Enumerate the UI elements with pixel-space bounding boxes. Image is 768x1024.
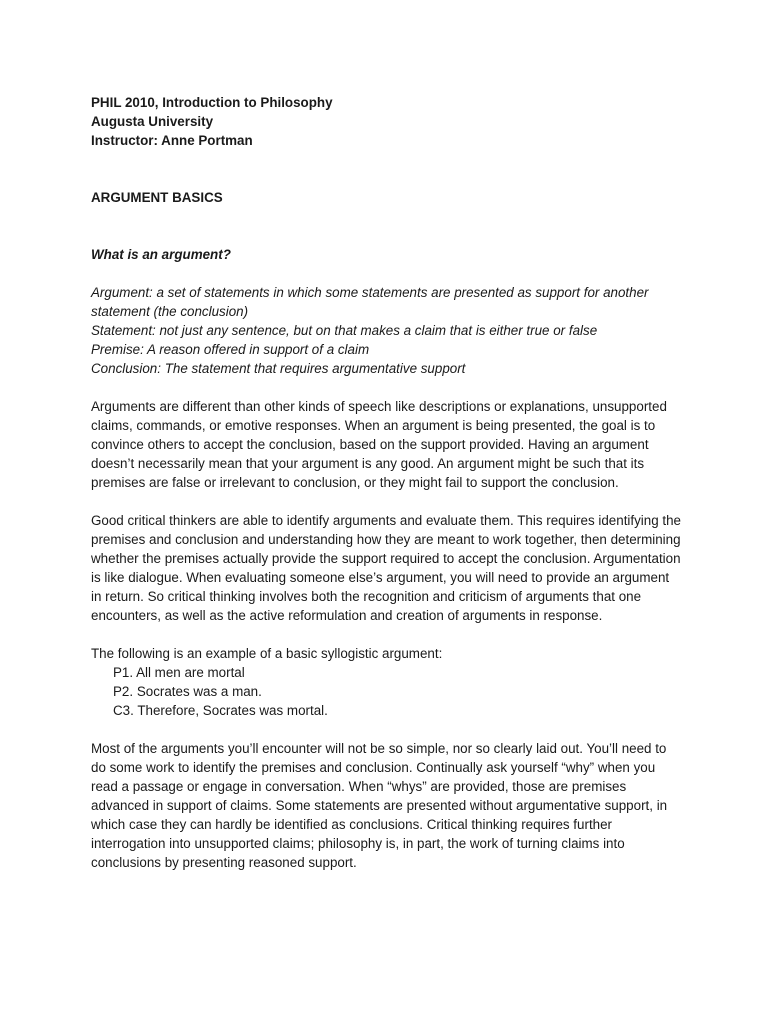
definition-argument: Argument: a set of statements in which some statements are presented as support for another statement (the conclusion) — [91, 285, 649, 319]
paragraph-arguments: Arguments are different than other kinds of speech like descriptions or explanations, unsupported claims, commands, or emotive responses. When an argument is being presented, the goal is to convince others to accept the conclusion, based on the support provided. Having an argument doesn’t necessarily mean that your argument is any good. An argument might be such that its premises are false or irrelevant to conclusion, or they might fail to support the conclusion. — [91, 399, 667, 490]
paragraph-critical-thinkers: Good critical thinkers are able to identify arguments and evaluate them. This requires identifying the premises and conclusion and understanding how they are meant to work together, then determining whether the premises actually provide the support required to accept the conclusion. Argumentation is like dialogue. When evaluating someone else’s argument, you will need to provide an argument in return. So critical thinking involves both the recognition and criticism of arguments that one encounters, as well as the active reformulation and creation of arguments in response. — [91, 513, 682, 623]
example-intro: The following is an example of a basic syllogistic argument: — [91, 646, 443, 661]
course-title: PHIL 2010, Introduction to Philosophy — [91, 95, 333, 110]
instructor-name: Instructor: Anne Portman — [91, 133, 253, 148]
premise-2: P2. Socrates was a man. — [113, 684, 262, 699]
conclusion-3: C3. Therefore, Socrates was mortal. — [113, 703, 328, 718]
definition-premise: Premise: A reason offered in support of a claim — [91, 342, 370, 357]
document-body — [91, 93, 681, 872]
section-question: What is an argument? — [91, 247, 231, 262]
premise-1: P1. All men are mortal — [113, 665, 245, 680]
section-title: ARGUMENT BASICS — [91, 190, 223, 205]
paragraph-closing: Most of the arguments you’ll encounter will not be so simple, nor so clearly laid out. You’ll need to do some work to identify the premises and conclusion. Continually ask yourself “why” when you read a passage or engage in conversation. When “whys” are provided, those are premises advanced in support of claims. Some statements are presented without argumentative support, in which case they can hardly be identified as conclusions. Critical thinking requires further interrogation into unsupported claims; philosophy is, in part, the work of turning claims into conclusions by presenting reasoned support. — [91, 741, 668, 870]
university-name: Augusta University — [91, 114, 214, 129]
definition-statement: Statement: not just any sentence, but on that makes a claim that is either true or false — [91, 323, 598, 338]
definitions-list — [91, 283, 681, 378]
syllogism-example — [91, 644, 681, 720]
definition-conclusion: Conclusion: The statement that requires argumentative support — [91, 361, 466, 376]
